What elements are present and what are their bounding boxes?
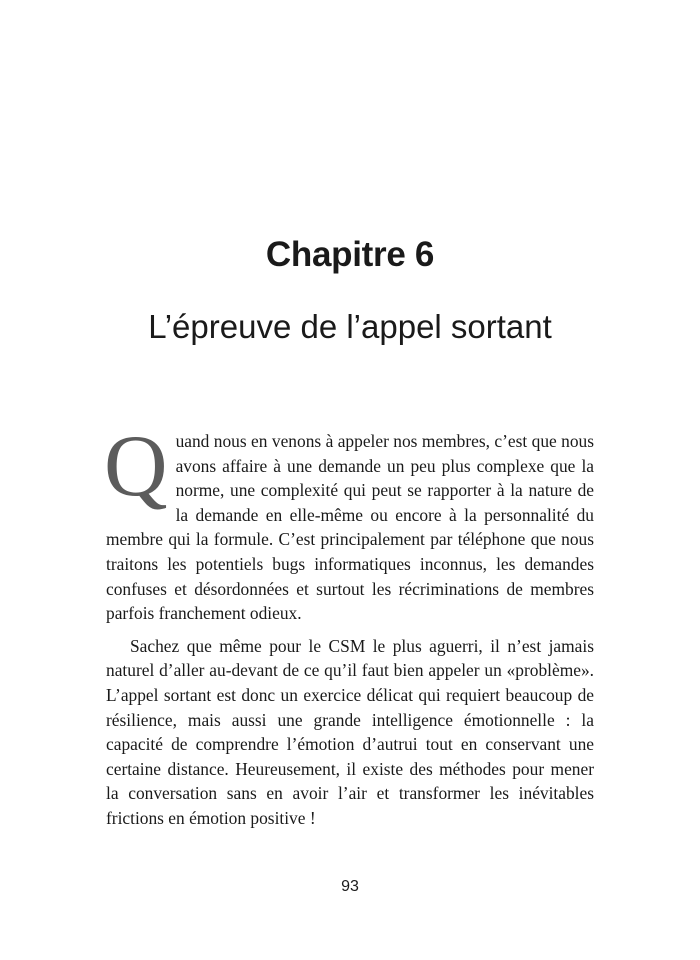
chapter-title: L’épreuve de l’appel sortant: [148, 308, 552, 345]
page-number: 93: [341, 878, 359, 895]
paragraph-1-text: uand nous en venons à appeler nos membres, c’est que nous avons affaire à une demande un peu plus complexe que la norme, une complexité qui peut se rapporter à la nature de la demande en elle-même ou encore à la personnalité du membre qui la formule. C’est principalement par téléphone que nous traitons les potentiels bugs informatiques inconnus, les demandes confuses et désordonnées et surtout les récriminations de membres parfois franchement odieux.: [106, 431, 594, 624]
paragraph-2: Sachez que même pour le CSM le plus aguerri, il n’est jamais naturel d’aller au-devant de ce qu’il faut bien appeler un «problème». L’appel sortant est donc un exercice délicat qui requiert beaucoup de résilience, mais aussi une grande intelligence émotionnelle : la capacité de comprendre l’émotion d’autrui tout en conservant une certaine distance. Heureusement, il existe des méthodes pour mener la conversation sans en avoir l’air et transformer les inévitables frictions en émotion positive !: [106, 635, 594, 828]
drop-cap: Q: [104, 418, 168, 515]
body-text: [104, 418, 594, 831]
paragraph-1: [104, 418, 594, 626]
chapter-number: Chapitre 6: [265, 235, 435, 274]
